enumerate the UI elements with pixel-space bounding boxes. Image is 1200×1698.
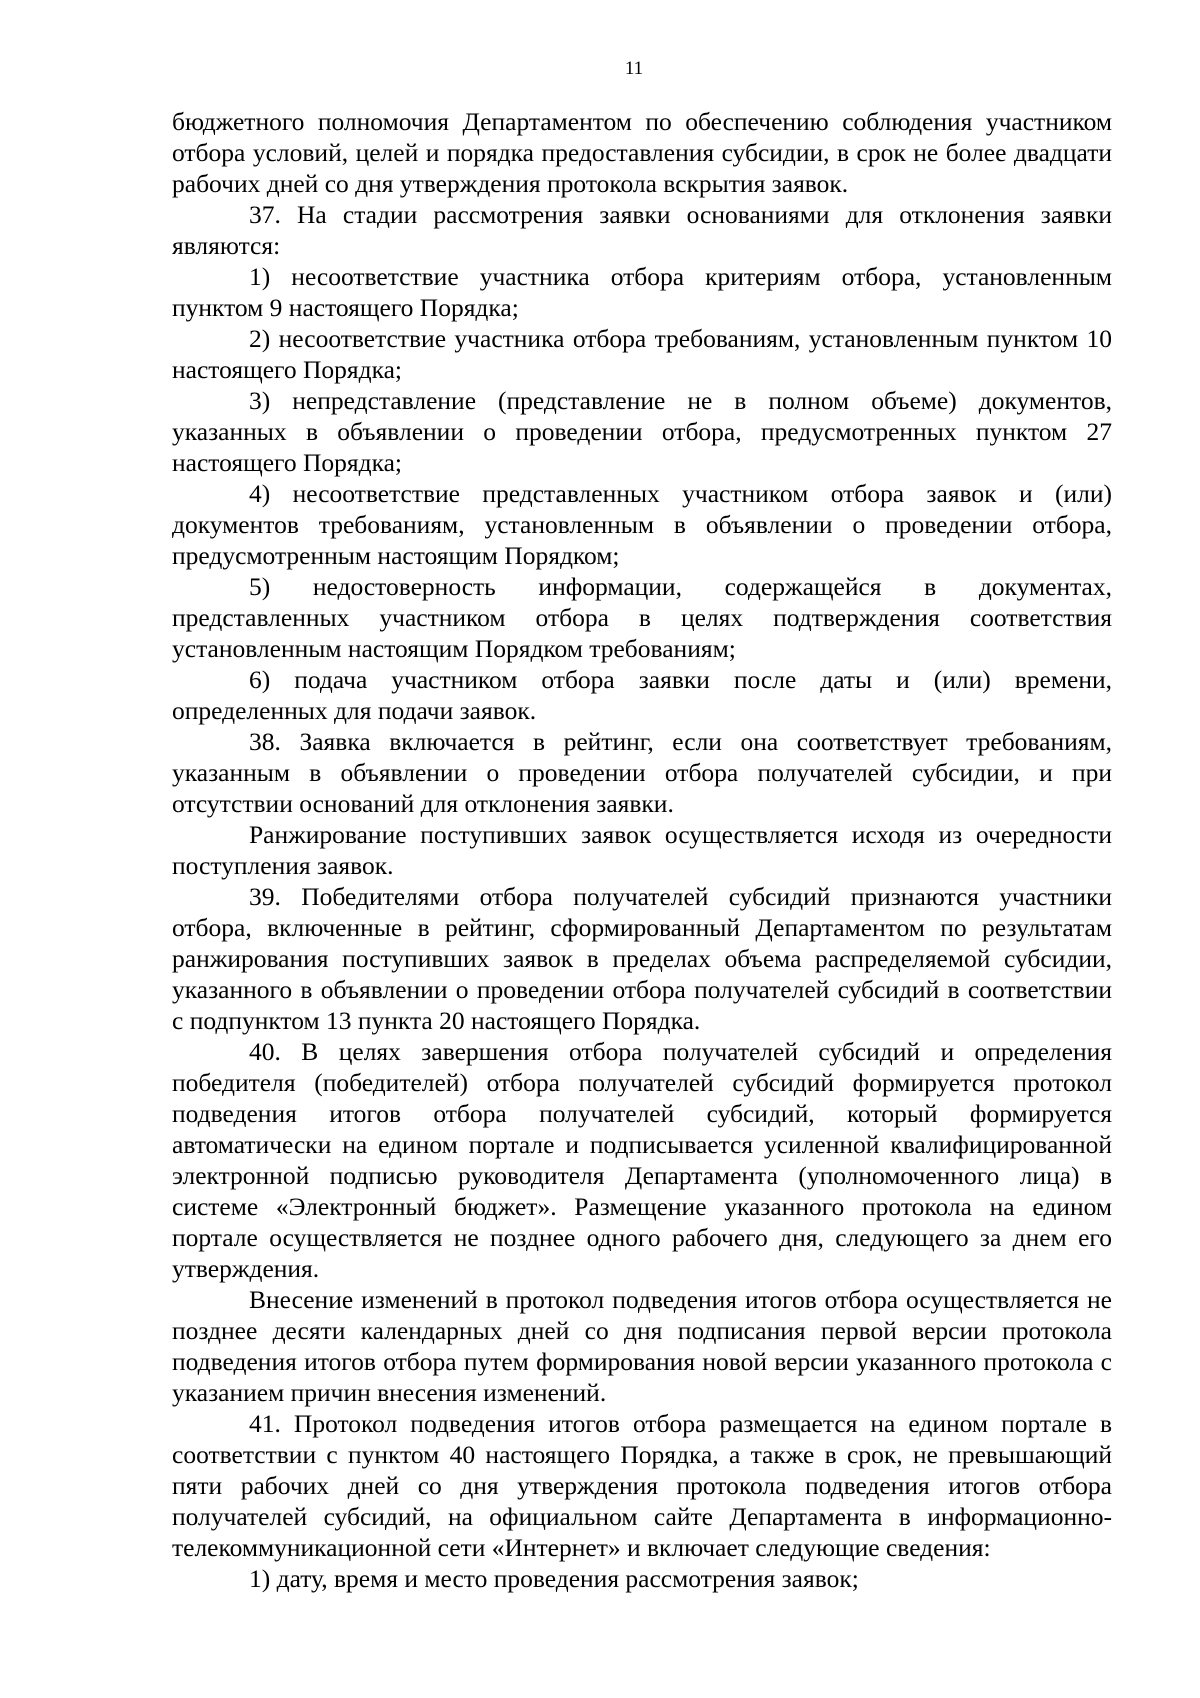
- paragraph-item-38-ranking: Ранжирование поступивших заявок осуществляется исходя из очередности поступления заявок.: [172, 820, 1112, 880]
- document-body: [172, 106, 1112, 1594]
- paragraph-subitem-41-1: 1) дату, время и место проведения рассмотрения заявок;: [249, 1564, 859, 1593]
- paragraph-item-40-changes: Внесение изменений в протокол подведения итогов отбора осуществляется не позднее десяти календарных дней со дня подписания первой версии протокола подведения итогов отбора путем формирования новой версии указанного протокола с указанием причин внесения изменений.: [172, 1285, 1112, 1407]
- paragraph-subitem-37-2: 2) несоответствие участника отбора требованиям, установленным пунктом 10 настоящего Порядка;: [172, 324, 1112, 384]
- paragraph-subitem-37-6: 6) подача участником отбора заявки после даты и (или) времени, определенных для подачи заявок.: [172, 665, 1112, 725]
- paragraph-subitem-37-5: 5) недостоверность информации, содержащейся в документах, представленных участником отбора в целях подтверждения соответствия установленным настоящим Порядком требованиям;: [172, 572, 1112, 663]
- paragraph-item-41: 41. Протокол подведения итогов отбора размещается на едином портале в соответствии с пунктом 40 настоящего Порядка, а также в срок, не превышающий пяти рабочих дней со дня утверждения протокола подведения итогов отбора получателей субсидий, на официальном сайте Департамента в информационно-телекоммуникационной сети «Интернет» и включает следующие сведения:: [172, 1409, 1112, 1562]
- paragraph-continuation: бюджетного полномочия Департаментом по обеспечению соблюдения участником отбора условий, целей и порядка предоставления субсидии, в срок не более двадцати рабочих дней со дня утверждения протокола вскрытия заявок.: [172, 107, 1112, 198]
- paragraph-item-38: 38. Заявка включается в рейтинг, если она соответствует требованиям, указанным в объявлении о проведении отбора получателей субсидии, и при отсутствии оснований для отклонения заявки.: [172, 727, 1112, 818]
- paragraph-subitem-37-4: 4) несоответствие представленных участником отбора заявок и (или) документов требованиям, установленным в объявлении о проведении отбора, предусмотренным настоящим Порядком;: [172, 479, 1112, 570]
- paragraph-item-37: 37. На стадии рассмотрения заявки основаниями для отклонения заявки являются:: [172, 200, 1112, 260]
- paragraph-subitem-37-3: 3) непредставление (представление не в полном объеме) документов, указанных в объявлении о проведении отбора, предусмотренных пунктом 27 настоящего Порядка;: [172, 386, 1112, 477]
- paragraph-item-40: 40. В целях завершения отбора получателей субсидий и определения победителя (победителей) отбора получателей субсидий формируется протокол подведения итогов отбора получателей субсидий, который формируется автоматически на едином портале и подписывается усиленной квалифицированной электронной подписью руководителя Департамента (уполномоченного лица) в системе «Электронный бюджет». Размещение указанного протокола на едином портале осуществляется не позднее одного рабочего дня, следующего за днем его утверждения.: [172, 1037, 1112, 1283]
- paragraph-item-39: 39. Победителями отбора получателей субсидий признаются участники отбора, включенные в рейтинг, сформированный Департаментом по результатам ранжирования поступивших заявок в пределах объема распределяемой субсидии, указанного в объявлении о проведении отбора получателей субсидий в соответствии с подпунктом 13 пункта 20 настоящего Порядка.: [172, 882, 1112, 1035]
- paragraph-subitem-37-1: 1) несоответствие участника отбора критериям отбора, установленным пунктом 9 настоящего Порядка;: [172, 262, 1112, 322]
- page-number: 11: [624, 58, 644, 79]
